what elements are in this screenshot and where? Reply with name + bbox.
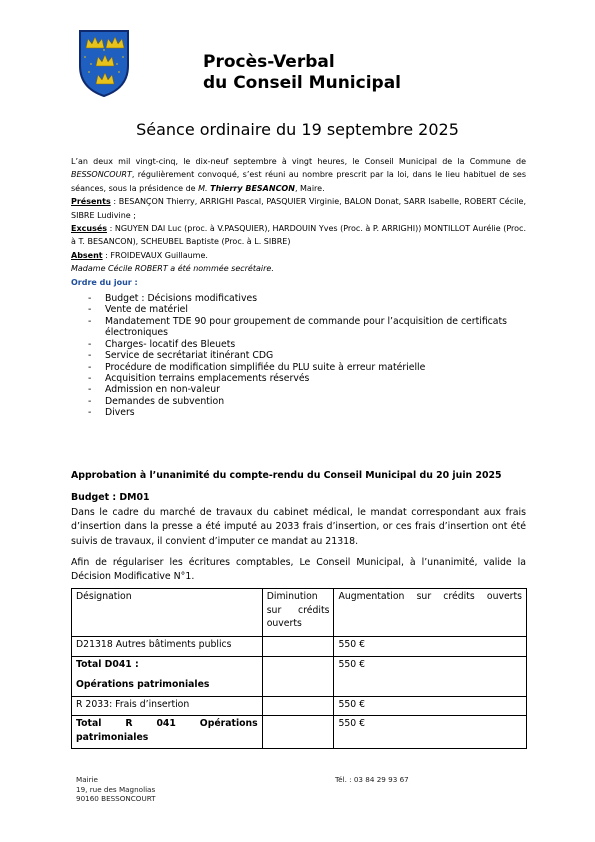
budget-paragraph-1: Dans le cadre du marché de travaux du cabinet médical, le mandat correspondant aux frais d’insertion dans la presse a été imputé au 2033 frais d’insertion, or ces frais d’insertion ont été suivis de travaux, il convient d’imputer ce mandat au 21318. [71,506,526,547]
table-row [72,696,527,716]
table-cell-augmentation: 550 € [334,696,527,716]
excuses-paragraph [71,222,526,249]
table-cell-designation [72,716,263,749]
president-name: Thierry BESANCON [210,183,295,193]
table-cell-diminution [262,656,334,696]
secretaire-line: Madame Cécile ROBERT a été nommée secrétaire. [71,264,274,274]
agenda-item: - Budget : Décisions modificatives [88,293,526,304]
document-title [203,52,401,94]
table-cell-designation [72,656,263,696]
title-line-1: Procès-Verbal [203,52,335,72]
municipal-crest-logo [77,28,131,98]
budget-paragraph-2: Afin de régulariser les écritures comptables, Le Conseil Municipal, à l’unanimité, valide la Décision Modificative N°1. [71,557,526,583]
table-row [72,656,527,696]
agenda-item: - Vente de matériel [88,304,526,315]
absent-list: : FROIDEVAUX Guillaume. [105,250,208,260]
designation-line-2: Opérations patrimoniales [76,679,210,690]
ordre-du-jour-label: Ordre du jour : [71,277,138,287]
intro-text-1: L’an deux mil vingt-cinq, le dix-neuf septembre à vingt heures, le Conseil Municipal de la Commune de [71,157,526,166]
agenda-item: - Mandatement TDE 90 pour groupement de commande pour l’acquisition de certificats électroniques [88,316,526,339]
decision-modificative-table [71,588,527,749]
footer-line: 90160 BESSONCOURT [76,794,156,804]
table-header-cell: Diminution sur crédits ouverts [262,589,334,637]
table-cell-diminution [262,696,334,716]
seance-title: Séance ordinaire du 19 septembre 2025 [136,120,459,139]
table-cell-designation: R 2033: Frais d’insertion [72,696,263,716]
table-cell-designation: D21318 Autres bâtiments publics [72,637,263,657]
presents-paragraph [71,195,526,222]
table-row [72,637,527,657]
designation-line-2: patrimoniales [76,731,149,743]
footer-address [76,775,156,804]
agenda-item: - Acquisition terrains emplacements réservés [88,373,526,384]
table-cell-augmentation: 550 € [334,637,527,657]
table-header-cell: Désignation [72,589,263,637]
agenda-item: - Admission en non-valeur [88,384,526,395]
excuses-list: : NGUYEN DAI Luc (proc. à V.PASQUIER), HARDOUIN Yves (Proc. à P. ARRIGHI)) MONTILLOT Aurélie (Proc. à T. BESANCON), SCHEUBEL Baptiste (Proc. à L. SIBRE) [71,224,527,247]
presents-label: Présents [71,197,111,207]
footer-line: 19, rue des Magnolias [76,784,156,794]
intro-text-2: , régulièrement convoqué, s’est réuni au nombre prescrit par la loi, dans le lieu habituel de ses séances, sous la présidence de [71,170,526,193]
table-cell-diminution [262,716,334,749]
approbation-line: Approbation à l’unanimité du compte-rendu du Conseil Municipal du 20 juin 2025 [71,470,502,481]
table-cell-diminution [262,637,334,657]
presents-list: : BESANÇON Thierry, ARRIGHI Pascal, PASQUIER Virginie, BALON Donat, SARR Isabelle, ROBERT Cécile, SIBRE Ludivine ; [71,197,526,220]
footer-line: Mairie [76,775,98,784]
absent-paragraph [71,249,526,262]
table-cell-augmentation: 550 € [334,656,527,696]
footer-phone: Tél. : 03 84 29 93 67 [335,775,409,784]
intro-paragraph [71,155,526,195]
commune-name: BESSONCOURT [71,170,132,180]
agenda-item: - Procédure de modification simplifiée du PLU suite à erreur matérielle [88,362,526,373]
budget-heading: Budget : DM01 [71,492,150,504]
budget-section [71,469,526,585]
excuses-label: Excusés [71,224,108,234]
agenda-list [71,293,526,418]
absent-label: Absent [71,250,103,260]
table-header-row [72,589,527,637]
designation-line-1: Total D041 : [76,658,139,670]
agenda-item: - Charges- locatif des Bleuets [88,339,526,350]
table-header-cell: Augmentation sur crédits ouverts [334,589,527,637]
minutes-body [71,155,526,419]
agenda-item: - Service de secrétariat itinérant CDG [88,350,526,361]
title-line-2: du Conseil Municipal [203,73,401,93]
table-cell-augmentation: 550 € [334,716,527,749]
agenda-item: - Demandes de subvention [88,396,526,407]
intro-text-3: , Maire. [294,183,325,193]
agenda-item: - Divers [88,407,526,418]
designation-line-1: Total R 041 Opérations [76,718,258,729]
table-row [72,716,527,749]
president-prefix: M. [198,183,208,193]
